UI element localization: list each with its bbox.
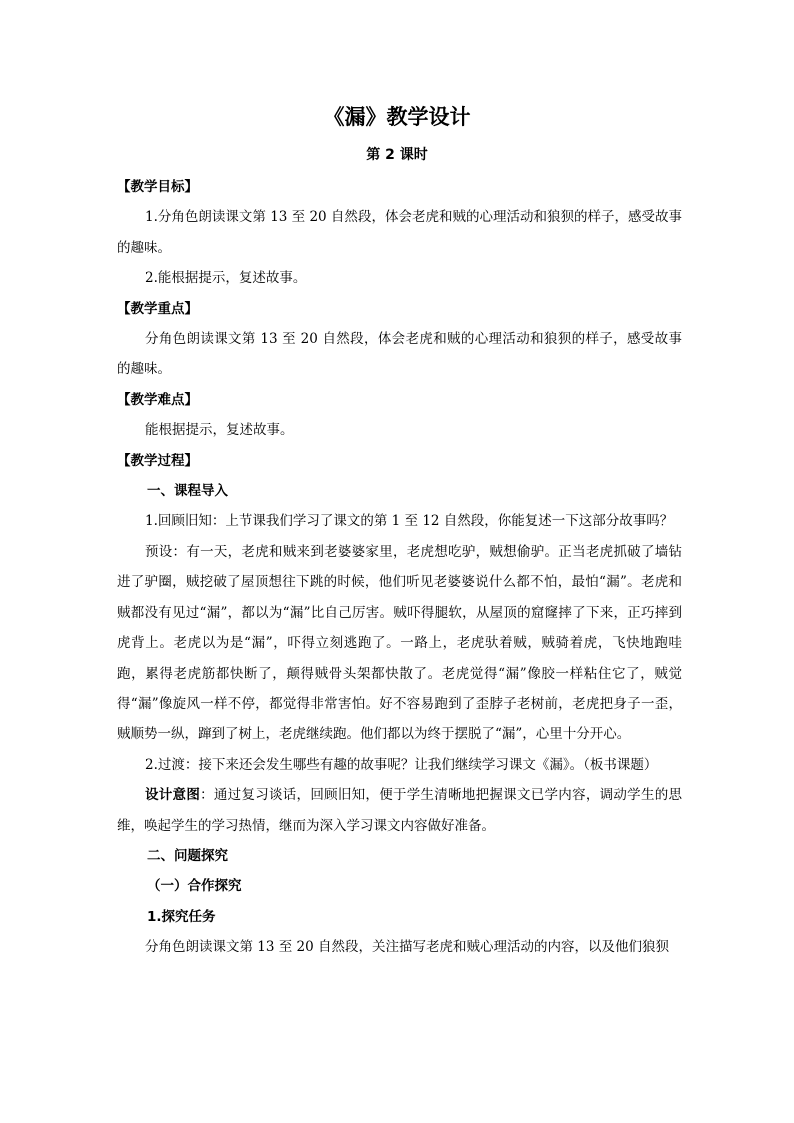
transition-paragraph: 2.过渡：接下来还会发生哪些有趣的故事呢？让我们继续学习课文《漏》。（板书课题） [145,756,658,773]
section-2-heading: 二、问题探究 [147,847,228,864]
subsection-1-heading: （一）合作探究 [147,878,242,895]
design-intent-label: 设计意图 [145,787,201,804]
objective-1: 1.分角色朗读课文第 13 至 20 自然段，体会老虎和贼的心理活动和狼狈的样子，感受故事的趣味。 [117,209,682,256]
document-title: 《漏》教学设计 [323,105,471,129]
difficulty-heading: 【教学难点】 [117,391,198,408]
design-intent-paragraph [117,780,682,841]
process-heading: 【教学过程】 [117,452,198,469]
preset-paragraph: 预设：有一天，老虎和贼来到老婆婆家里，老虎想吃驴，贼想偷驴。正当老虎抓破了墙钻进了驴圈，贼挖破了屋顶想往下跳的时候，他们听见老婆婆说什么都不怕，最怕“漏”。老虎和贼都没有见过“漏”，都以为“漏”比自己厉害。贼吓得腿软，从屋顶的窟窿摔了下来，正巧摔到虎背上。老虎以为是“漏”，吓得立刻逃跑了。一路上，老虎驮着贼，贼骑着虎，飞快地跑哇跑，累得老虎筋都快断了，颠得贼骨头架都快散了。老虎觉得“漏”像胶一样粘住它了，贼觉得“漏”像旋风一样不停，都觉得非常害怕。好不容易跑到了歪脖子老树前，老虎把身子一歪，贼顺势一纵，蹿到了树上，老虎继续跑。他们都以为终于摆脱了“漏”，心里十分开心。 [117,543,682,743]
document-subtitle: 第 2 课时 [366,147,428,163]
objective-2: 2.能根据提示，复述故事。 [145,270,307,287]
design-intent-text: ：通过复习谈话，回顾旧知，便于学生清晰地把握课文已学内容，调动学生的思维，唤起学生的学习热情，继而为深入学习课文内容做好准备。 [117,787,683,834]
section-1-heading: 一、课程导入 [147,483,228,500]
document-body [117,172,682,963]
difficulty-text: 能根据提示，复述故事。 [145,422,294,439]
key-points-text: 分角色朗读课文第 13 至 20 自然段，体会老虎和贼的心理活动和狼狈的样子，感受故事的趣味。 [117,331,682,378]
key-points-heading: 【教学重点】 [117,300,198,317]
task-heading: 1.探究任务 [147,908,216,925]
objectives-heading: 【教学目标】 [117,179,198,195]
review-paragraph: 1.回顾旧知：上节课我们学习了课文的第 1 至 12 自然段，你能复述一下这部分故事吗？ [145,513,674,530]
task-paragraph: 分角色朗读课文第 13 至 20 自然段，关注描写老虎和贼心理活动的内容，以及他们狼狈 [145,939,670,956]
